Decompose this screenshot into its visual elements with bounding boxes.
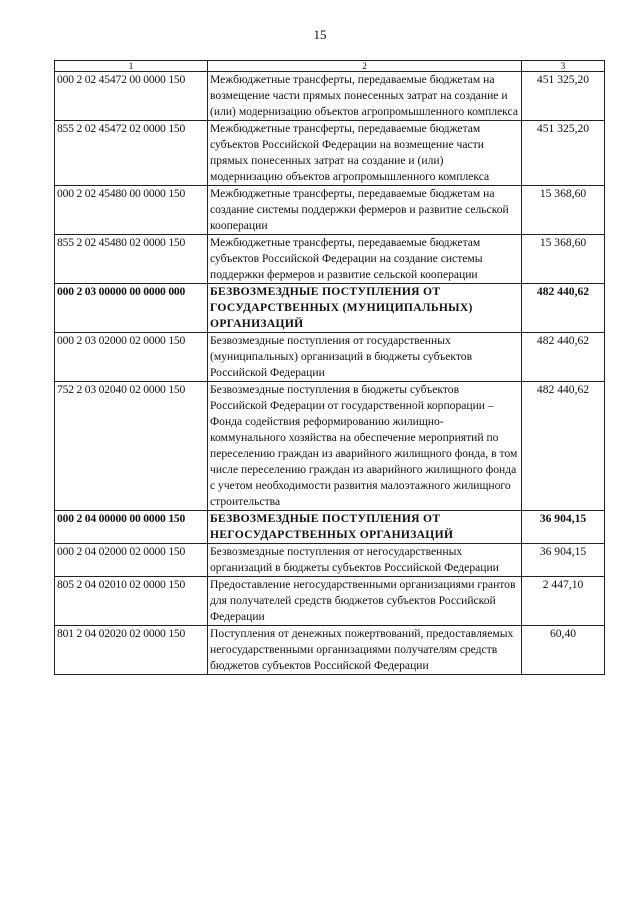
row-amount: 451 325,20 bbox=[522, 72, 605, 121]
table-row bbox=[55, 72, 605, 121]
row-amount: 482 440,62 bbox=[522, 382, 605, 511]
row-name: Безвозмездные поступления от негосударственных организаций в бюджеты субъектов Российской Федерации bbox=[208, 544, 522, 577]
table-row bbox=[55, 382, 605, 511]
row-name: Предоставление негосударственными организациями грантов для получателей средств бюджетов субъектов Российской Федерации bbox=[208, 577, 522, 626]
row-name: Межбюджетные трансферты, передаваемые бюджетам субъектов Российской Федерации на создание системы поддержки фермеров и развитие сельской кооперации bbox=[208, 235, 522, 284]
header-column-amount: 3 bbox=[522, 61, 605, 72]
row-code: 000 2 04 00000 00 0000 150 bbox=[55, 511, 208, 544]
row-amount: 15 368,60 bbox=[522, 186, 605, 235]
table-row bbox=[55, 333, 605, 382]
row-name: БЕЗВОЗМЕЗДНЫЕ ПОСТУПЛЕНИЯ ОТ НЕГОСУДАРСТВЕННЫХ ОРГАНИЗАЦИЙ bbox=[208, 511, 522, 544]
row-code: 855 2 02 45480 02 0000 150 bbox=[55, 235, 208, 284]
row-code: 000 2 03 00000 00 0000 000 bbox=[55, 284, 208, 333]
table-row bbox=[55, 121, 605, 186]
row-name: Межбюджетные трансферты, передаваемые бюджетам на создание системы поддержки фермеров и развитие сельской кооперации bbox=[208, 186, 522, 235]
row-amount: 36 904,15 bbox=[522, 544, 605, 577]
row-code: 000 2 02 45480 00 0000 150 bbox=[55, 186, 208, 235]
row-code: 000 2 03 02000 02 0000 150 bbox=[55, 333, 208, 382]
header-column-code: 1 bbox=[55, 61, 208, 72]
row-code: 000 2 04 02000 02 0000 150 bbox=[55, 544, 208, 577]
table-row bbox=[55, 186, 605, 235]
row-amount: 15 368,60 bbox=[522, 235, 605, 284]
row-code: 801 2 04 02020 02 0000 150 bbox=[55, 626, 208, 675]
row-code: 805 2 04 02010 02 0000 150 bbox=[55, 577, 208, 626]
table-row bbox=[55, 511, 605, 544]
row-amount: 451 325,20 bbox=[522, 121, 605, 186]
row-name: Безвозмездные поступления от государственных (муниципальных) организаций в бюджеты субъектов Российской Федерации bbox=[208, 333, 522, 382]
table-row bbox=[55, 544, 605, 577]
table-row bbox=[55, 577, 605, 626]
row-amount: 2 447,10 bbox=[522, 577, 605, 626]
row-name: Межбюджетные трансферты, передаваемые бюджетам на возмещение части прямых понесенных затрат на создание и (или) модернизацию объектов агропромышленного комплекса bbox=[208, 72, 522, 121]
row-code: 000 2 02 45472 00 0000 150 bbox=[55, 72, 208, 121]
page-number: 15 bbox=[313, 27, 327, 42]
row-amount: 60,40 bbox=[522, 626, 605, 675]
row-name: Поступления от денежных пожертвований, предоставляемых негосударственными организациями получателям средств бюджетов субъектов Российской Федерации bbox=[208, 626, 522, 675]
row-amount: 482 440,62 bbox=[522, 333, 605, 382]
table-row bbox=[55, 626, 605, 675]
header-column-name: 2 bbox=[208, 61, 522, 72]
row-name: Безвозмездные поступления в бюджеты субъектов Российской Федерации от государственной корпорации – Фонда содействия реформированию жилищно-коммунального хозяйства на обеспечение мероприятий по переселению граждан из аварийного жилищного фонда, в том числе переселению граждан из аварийного жилищного фонда с учетом необходимости развития малоэтажного жилищного строительства bbox=[208, 382, 522, 511]
table-header-row bbox=[55, 61, 605, 72]
row-amount: 36 904,15 bbox=[522, 511, 605, 544]
row-code: 855 2 02 45472 02 0000 150 bbox=[55, 121, 208, 186]
row-code: 752 2 03 02040 02 0000 150 bbox=[55, 382, 208, 511]
row-name: Межбюджетные трансферты, передаваемые бюджетам субъектов Российской Федерации на возмещение части прямых понесенных затрат на создание и (или) модернизацию объектов агропромышленного комплекса bbox=[208, 121, 522, 186]
table-row bbox=[55, 284, 605, 333]
budget-table bbox=[54, 60, 605, 675]
row-name: БЕЗВОЗМЕЗДНЫЕ ПОСТУПЛЕНИЯ ОТ ГОСУДАРСТВЕННЫХ (МУНИЦИПАЛЬНЫХ) ОРГАНИЗАЦИЙ bbox=[208, 284, 522, 333]
table-row bbox=[55, 235, 605, 284]
row-amount: 482 440,62 bbox=[522, 284, 605, 333]
